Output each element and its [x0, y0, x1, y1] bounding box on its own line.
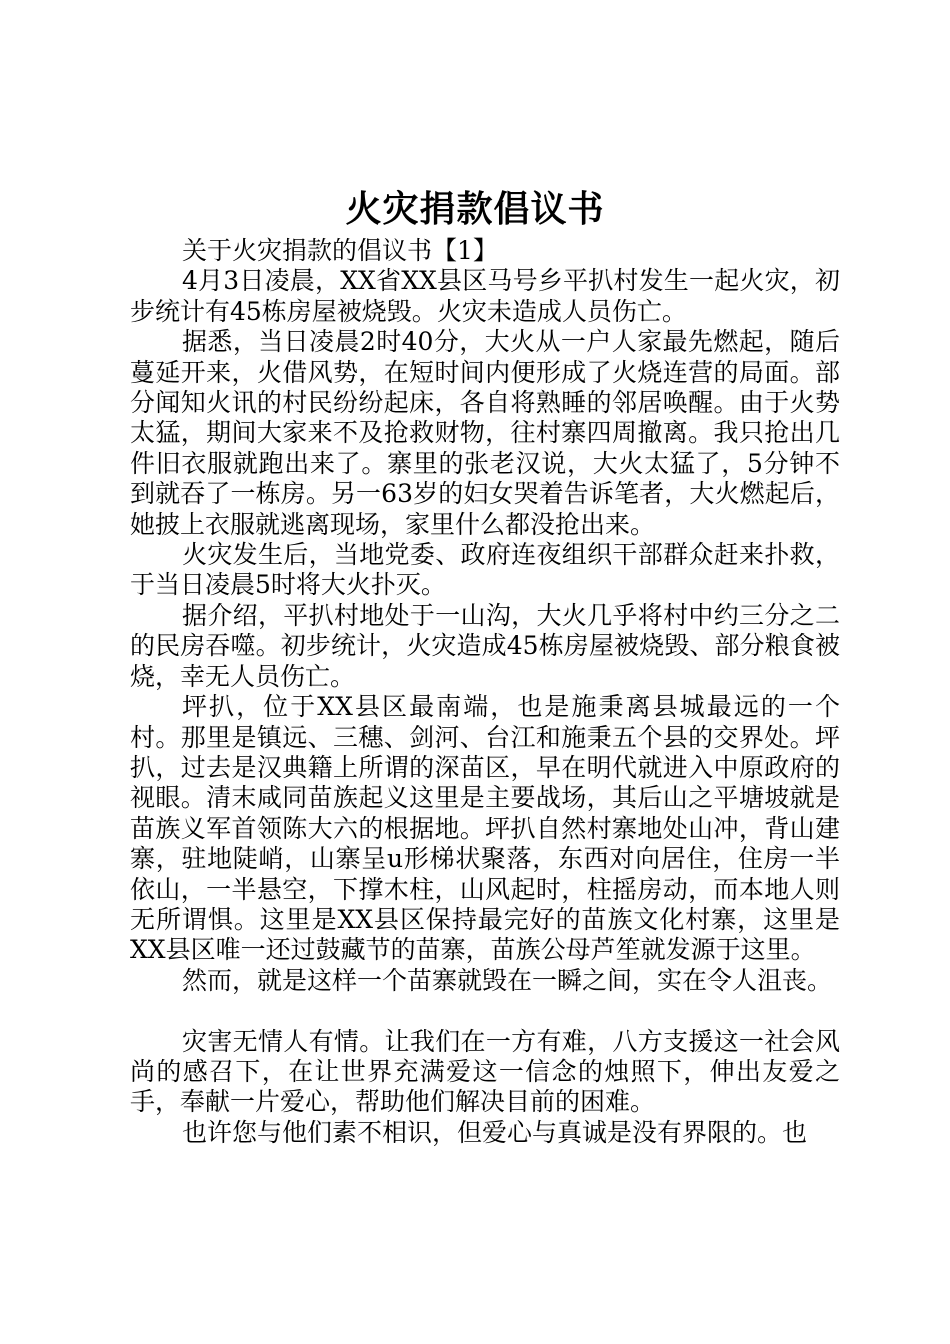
document-title: 火灾捐款倡议书	[345, 188, 605, 230]
paragraph: 4月3日凌晨，XX省XX县区马号乡平扒村发生一起火灾，初步统计有45栋房屋被烧毁。火灾未造成人员伤亡。	[130, 266, 840, 326]
paragraph: 灾害无情人有情。让我们在一方有难，八方支援这一社会风尚的感召下，在让世界充满爱这一信念的烛照下，伸出友爱之手，奉献一片爱心，帮助他们解决目前的困难。	[130, 1026, 840, 1117]
paragraph: 据悉，当日凌晨2时40分，大火从一户人家最先燃起，随后蔓延开来，火借风势，在短时间内便形成了火烧连营的局面。部分闻知火讯的村民纷纷起床，各自将熟睡的邻居唤醒。由于火势太猛，期间大家来不及抢救财物，往村寨四周撤离。我只抢出几件旧衣服就跑出来了。寨里的张老汉说，大火太猛了，5分钟不到就吞了一栋房。另一63岁的妇女哭着告诉笔者，大火燃起后，她披上衣服就逃离现场，家里什么都没抢出来。	[130, 327, 840, 539]
document-body	[130, 236, 840, 1148]
paragraph: 火灾发生后，当地党委、政府连夜组织干部群众赶来扑救，于当日凌晨5时将大火扑灭。	[130, 540, 840, 600]
paragraph: 坪扒，位于XX县区最南端，也是施秉离县城最远的一个村。那里是镇远、三穗、剑河、台江和施秉五个县的交界处。坪扒，过去是汉典籍上所谓的深苗区，早在明代就进入中原政府的视眼。清末咸同苗族起义这里是主要战场，其后山之平塘坡就是苗族义军首领陈大六的根据地。坪扒自然村寨地处山冲，背山建寨，驻地陡峭，山寨呈u形梯状聚落，东西对向居住，住房一半依山，一半悬空，下撑木柱，山风起时，柱摇房动，而本地人则无所谓惧。这里是XX县区保持最完好的苗族文化村寨，这里是XX县区唯一还过鼓藏节的苗寨，苗族公母芦笙就发源于这里。	[130, 692, 840, 965]
paragraph: 然而，就是这样一个苗寨就毁在一瞬之间，实在令人沮丧。	[182, 965, 833, 995]
paragraph: 据介绍，平扒村地处于一山沟，大火几乎将村中约三分之二的民房吞噬。初步统计，火灾造成45栋房屋被烧毁、部分粮食被烧，幸无人员伤亡。	[130, 600, 840, 691]
paragraph-subtitle: 关于火灾捐款的倡议书【1】	[182, 236, 498, 265]
paragraph: 也许您与他们素不相识，但爱心与真诚是没有界限的。也	[182, 1117, 808, 1147]
paragraph-spacer	[130, 996, 840, 1026]
